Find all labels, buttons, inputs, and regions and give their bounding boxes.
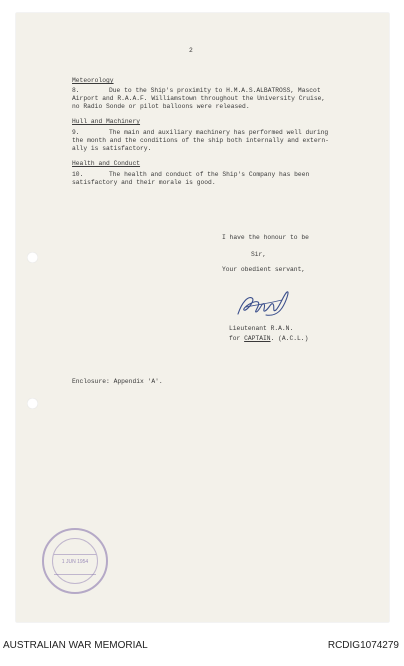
paragraph-number: 9.	[72, 129, 80, 136]
page-number: 2	[189, 47, 193, 54]
section-heading-health-conduct: Health and Conduct	[72, 160, 141, 167]
paragraph-number: 10.	[72, 171, 84, 178]
section-heading-meteorology: Meteorology	[72, 77, 114, 84]
section-heading-hull-machinery: Hull and Machinery	[72, 118, 141, 125]
received-stamp	[42, 528, 108, 594]
footer-archive-name: AUSTRALIAN WAR MEMORIAL	[3, 640, 148, 651]
enclosure-line: Enclosure: Appendix 'A'.	[72, 378, 163, 385]
signatory-rank: Lieutenant R.A.N.	[229, 325, 294, 332]
paragraph-line: The health and conduct of the Ship's Company has been	[109, 171, 310, 178]
footer-record-id: RCDIG1074279	[327, 640, 399, 651]
paragraph-line: no Radio Sonde or pilot balloons were released.	[72, 103, 250, 110]
closing-salutation: Sir,	[251, 251, 267, 258]
punch-hole-bottom	[27, 398, 38, 409]
paragraph-line: The main and auxiliary machinery has performed well during	[109, 129, 329, 136]
for-captain: CAPTAIN	[244, 335, 271, 342]
signature	[232, 288, 292, 320]
stamp-date: 1 JUN 1954	[61, 559, 89, 565]
closing-line: Your obedient servant,	[222, 266, 306, 273]
punch-hole-top	[27, 252, 38, 263]
for-suffix: . (A.C.L.)	[270, 335, 309, 342]
closing-line: I have the honour to be	[222, 234, 309, 241]
paragraph-line: ally is satisfactory.	[72, 145, 152, 152]
paragraph-line: Due to the Ship's proximity to H.M.A.S.ALBATROSS, Mascot	[109, 87, 321, 94]
for-prefix: for	[229, 335, 245, 342]
signatory-for-line	[229, 335, 308, 344]
paragraph-line: Airport and R.A.A.F. Williamstown throughout the University Cruise,	[72, 95, 326, 102]
paragraph-line: satisfactory and their morale is good.	[72, 179, 216, 186]
paragraph-line: the month and the conditions of the ship both internally and extern-	[72, 137, 329, 144]
paragraph-number: 8.	[72, 87, 80, 94]
